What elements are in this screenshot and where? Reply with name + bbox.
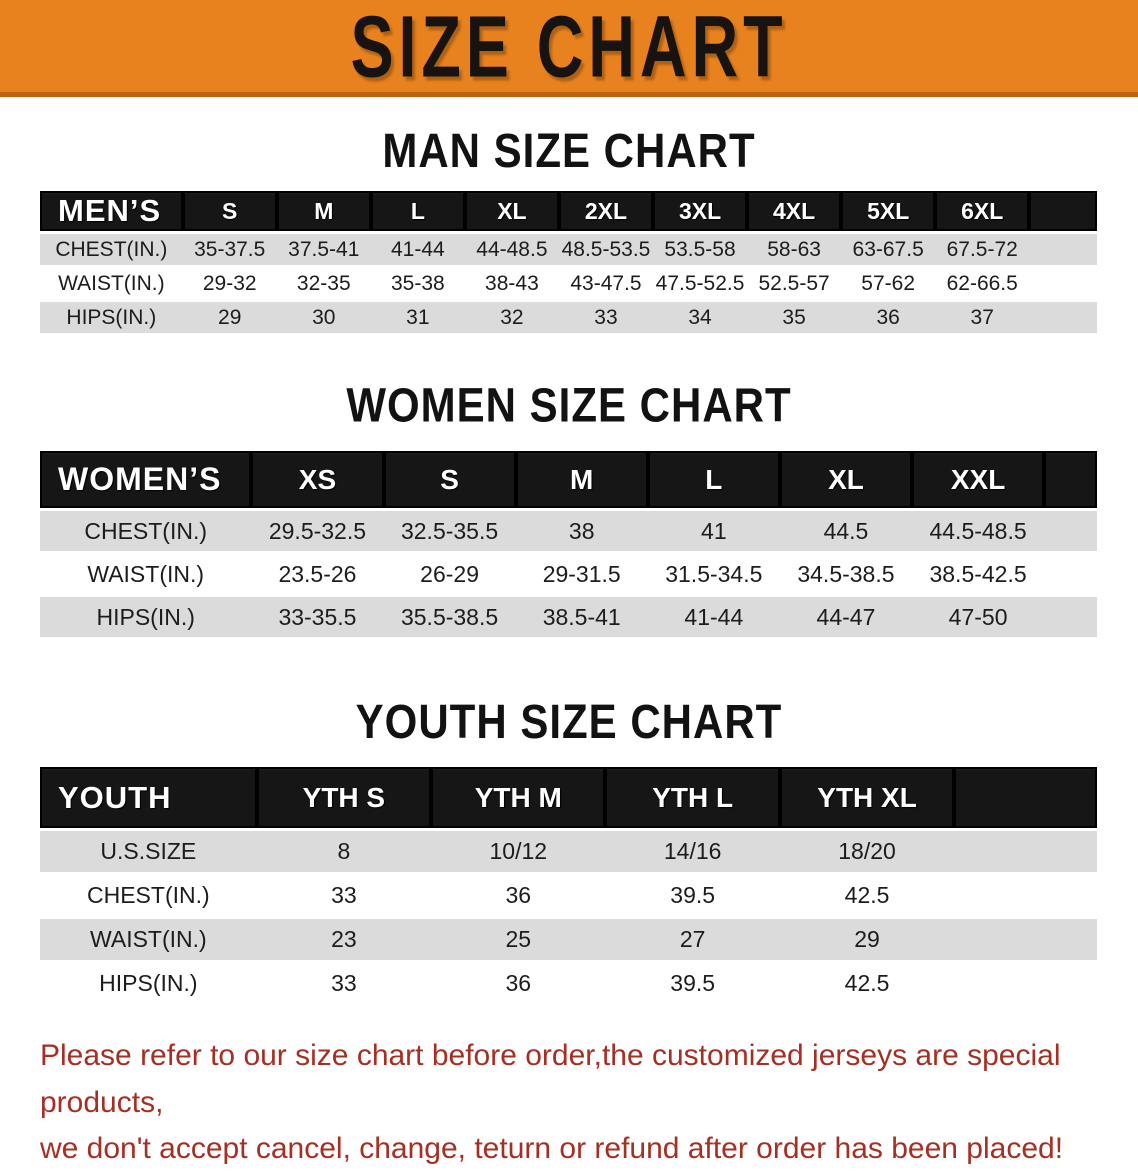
size-cell: 36 xyxy=(841,302,935,333)
womens-section-title: WOMEN SIZE CHART xyxy=(346,377,792,432)
size-cell: 33 xyxy=(559,302,653,333)
size-cell: 35-38 xyxy=(371,268,465,299)
mens-header-label: MEN’S xyxy=(40,191,183,231)
size-cell: 8 xyxy=(257,831,431,872)
row-label: U.S.SIZE xyxy=(40,831,257,872)
womens-row xyxy=(40,554,1097,594)
womens-size-section xyxy=(0,336,1138,640)
size-cell: 32-35 xyxy=(277,268,371,299)
filler-cell xyxy=(954,919,1097,960)
size-cell: 37.5-41 xyxy=(277,234,371,265)
size-cell: 32 xyxy=(465,302,559,333)
size-cell: 36 xyxy=(431,963,605,1004)
womens-row xyxy=(40,597,1097,637)
youth-row xyxy=(40,963,1097,1004)
disclaimer xyxy=(0,1033,1138,1173)
womens-column-header: XL xyxy=(780,451,912,508)
womens-column-header: XS xyxy=(251,451,383,508)
size-cell: 23 xyxy=(257,919,431,960)
size-cell: 29.5-32.5 xyxy=(251,511,383,551)
row-label: WAIST(IN.) xyxy=(40,268,183,299)
size-cell: 27 xyxy=(605,919,779,960)
size-cell: 10/12 xyxy=(431,831,605,872)
mens-column-header: S xyxy=(183,191,277,231)
size-cell: 35.5-38.5 xyxy=(384,597,516,637)
youth-header-row xyxy=(40,767,1097,828)
womens-column-header: L xyxy=(648,451,780,508)
row-label: WAIST(IN.) xyxy=(40,554,251,594)
mens-column-header: XL xyxy=(465,191,559,231)
filler-cell xyxy=(954,831,1097,872)
womens-header-row xyxy=(40,451,1097,508)
size-cell: 41-44 xyxy=(371,234,465,265)
filler-cell xyxy=(1029,234,1097,265)
womens-column-header: S xyxy=(384,451,516,508)
youth-column-header: YTH XL xyxy=(780,767,954,828)
size-cell: 35 xyxy=(747,302,841,333)
filler-cell xyxy=(954,963,1097,1004)
youth-column-header: YTH M xyxy=(431,767,605,828)
filler-cell xyxy=(1044,451,1097,508)
size-cell: 34 xyxy=(653,302,747,333)
row-label: HIPS(IN.) xyxy=(40,963,257,1004)
size-cell: 43-47.5 xyxy=(559,268,653,299)
size-cell: 42.5 xyxy=(780,875,954,916)
womens-size-table xyxy=(40,448,1097,640)
size-cell: 31.5-34.5 xyxy=(648,554,780,594)
youth-row xyxy=(40,875,1097,916)
mens-row xyxy=(40,268,1097,299)
youth-size-section xyxy=(0,640,1138,1007)
row-label: WAIST(IN.) xyxy=(40,919,257,960)
size-cell: 26-29 xyxy=(384,554,516,594)
disclaimer-line-2: we don't accept cancel, change, teturn or refund after order has been placed! xyxy=(40,1132,1064,1165)
youth-section-title: YOUTH SIZE CHART xyxy=(355,694,783,749)
youth-column-header: YTH S xyxy=(257,767,431,828)
size-cell: 33-35.5 xyxy=(251,597,383,637)
youth-column-header: YTH L xyxy=(605,767,779,828)
banner-title: SIZE CHART xyxy=(350,0,788,95)
disclaimer-line-1: Please refer to our size chart before order,the customized jerseys are special products, xyxy=(40,1039,1061,1119)
youth-row xyxy=(40,919,1097,960)
size-cell: 44.5 xyxy=(780,511,912,551)
size-cell: 38.5-42.5 xyxy=(912,554,1044,594)
mens-row xyxy=(40,234,1097,265)
size-chart-banner xyxy=(0,0,1138,97)
mens-size-table xyxy=(40,188,1097,336)
mens-column-header: 5XL xyxy=(841,191,935,231)
size-chart-sections xyxy=(0,97,1138,1007)
youth-header-label: YOUTH xyxy=(40,767,257,828)
size-cell: 62-66.5 xyxy=(935,268,1029,299)
size-cell: 52.5-57 xyxy=(747,268,841,299)
size-cell: 34.5-38.5 xyxy=(780,554,912,594)
mens-column-header: 3XL xyxy=(653,191,747,231)
size-cell: 18/20 xyxy=(780,831,954,872)
size-cell: 31 xyxy=(371,302,465,333)
size-cell: 29-32 xyxy=(183,268,277,299)
size-cell: 44.5-48.5 xyxy=(912,511,1044,551)
size-cell: 23.5-26 xyxy=(251,554,383,594)
size-cell: 35-37.5 xyxy=(183,234,277,265)
size-cell: 38-43 xyxy=(465,268,559,299)
filler-cell xyxy=(1029,191,1097,231)
mens-column-header: 6XL xyxy=(935,191,1029,231)
size-cell: 33 xyxy=(257,875,431,916)
filler-cell xyxy=(1044,511,1097,551)
size-cell: 47-50 xyxy=(912,597,1044,637)
size-cell: 38.5-41 xyxy=(516,597,648,637)
size-cell: 32.5-35.5 xyxy=(384,511,516,551)
filler-cell xyxy=(1029,268,1097,299)
size-cell: 33 xyxy=(257,963,431,1004)
size-cell: 39.5 xyxy=(605,963,779,1004)
filler-cell xyxy=(1044,554,1097,594)
size-cell: 25 xyxy=(431,919,605,960)
size-cell: 30 xyxy=(277,302,371,333)
size-cell: 44-47 xyxy=(780,597,912,637)
filler-cell xyxy=(954,875,1097,916)
row-label: HIPS(IN.) xyxy=(40,302,183,333)
size-cell: 42.5 xyxy=(780,963,954,1004)
size-cell: 39.5 xyxy=(605,875,779,916)
size-cell: 38 xyxy=(516,511,648,551)
mens-header-row xyxy=(40,191,1097,231)
size-cell: 47.5-52.5 xyxy=(653,268,747,299)
mens-column-header: L xyxy=(371,191,465,231)
row-label: CHEST(IN.) xyxy=(40,875,257,916)
size-cell: 29 xyxy=(780,919,954,960)
womens-row xyxy=(40,511,1097,551)
size-cell: 67.5-72 xyxy=(935,234,1029,265)
size-cell: 14/16 xyxy=(605,831,779,872)
youth-size-table xyxy=(40,764,1097,1007)
mens-section-title: MAN SIZE CHART xyxy=(382,123,756,178)
size-cell: 37 xyxy=(935,302,1029,333)
mens-column-header: 2XL xyxy=(559,191,653,231)
row-label: HIPS(IN.) xyxy=(40,597,251,637)
size-cell: 41-44 xyxy=(648,597,780,637)
size-cell: 53.5-58 xyxy=(653,234,747,265)
mens-size-section xyxy=(0,97,1138,336)
size-cell: 57-62 xyxy=(841,268,935,299)
size-cell: 58-63 xyxy=(747,234,841,265)
size-cell: 48.5-53.5 xyxy=(559,234,653,265)
mens-column-header: M xyxy=(277,191,371,231)
size-cell: 41 xyxy=(648,511,780,551)
row-label: CHEST(IN.) xyxy=(40,511,251,551)
row-label: CHEST(IN.) xyxy=(40,234,183,265)
size-cell: 44-48.5 xyxy=(465,234,559,265)
size-cell: 36 xyxy=(431,875,605,916)
womens-column-header: M xyxy=(516,451,648,508)
size-cell: 29 xyxy=(183,302,277,333)
womens-header-label: WOMEN’S xyxy=(40,451,251,508)
womens-column-header: XXL xyxy=(912,451,1044,508)
size-cell: 29-31.5 xyxy=(516,554,648,594)
size-cell: 63-67.5 xyxy=(841,234,935,265)
filler-cell xyxy=(1044,597,1097,637)
filler-cell xyxy=(954,767,1097,828)
youth-row xyxy=(40,831,1097,872)
mens-column-header: 4XL xyxy=(747,191,841,231)
